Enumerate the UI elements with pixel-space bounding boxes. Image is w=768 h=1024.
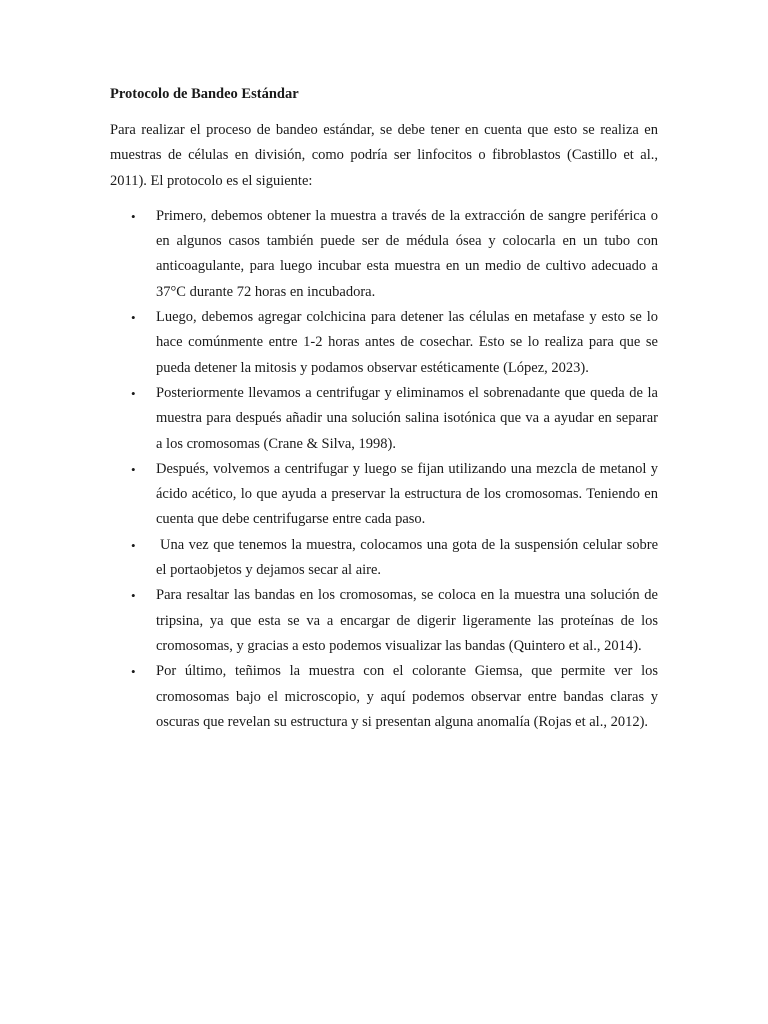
protocol-steps-list — [110, 204, 658, 735]
bullet-icon: • — [131, 537, 136, 553]
step-text: Después, volvemos a centrifugar y luego se fijan utilizando una mezcla de metanol y ácido acético, lo que ayuda a preservar la estructura de los cromosomas. Teniendo en cuenta que debe centrifugarse entre cada paso. — [156, 460, 658, 528]
step-text: Primero, debemos obtener la muestra a través de la extracción de sangre periférica o en algunos casos también puede ser de médula ósea y colocarla en un tubo con anticoagulante, para luego incubar esta muestra en un medio de cultivo adecuado a 37°C durante 72 horas en incubadora. — [156, 207, 658, 300]
bullet-icon: • — [131, 664, 136, 680]
list-item — [110, 381, 658, 457]
bullet-icon: • — [131, 310, 136, 326]
document-title: Protocolo de Bandeo Estándar — [110, 86, 299, 102]
step-text: Posteriormente llevamos a centrifugar y eliminamos el sobrenadante que queda de la muestra para después añadir una solución salina isotónica que va a ayudar en separar a los cromosomas (Crane & Silva, 1998). — [156, 384, 658, 452]
bullet-icon: • — [131, 588, 136, 604]
step-text: Luego, debemos agregar colchicina para detener las células en metafase y esto se lo hace comúnmente entre 1-2 horas antes de cosechar. Esto se lo realiza para que se pueda detener la mitosis y podamos observar estéticamente (López, 2023). — [156, 309, 658, 376]
list-item — [110, 457, 658, 533]
list-item — [110, 583, 658, 659]
list-item — [110, 204, 658, 305]
step-text: Para resaltar las bandas en los cromosomas, se coloca en la muestra una solución de tripsina, ya que esta se va a encargar de digerir ligeramente las proteínas de los cromosomas, y gracias a esto podemos visualizar las bandas (Quintero et al., 2014). — [156, 587, 658, 654]
bullet-icon: • — [131, 385, 136, 401]
list-item — [110, 305, 658, 381]
intro-paragraph: Para realizar el proceso de bandeo estándar, se debe tener en cuenta que esto se realiza en muestras de células en división, como podría ser linfocitos o fibroblastos (Castillo et al., 2011). El protocolo es el siguiente: — [110, 122, 658, 189]
document-page — [110, 84, 658, 735]
step-text: Una vez que tenemos la muestra, colocamos una gota de la suspensión celular sobre el portaobjetos y dejamos secar al aire. — [156, 536, 658, 579]
step-text: Por último, teñimos la muestra con el colorante Giemsa, que permite ver los cromosomas bajo el microscopio, y aquí podemos observar entre bandas claras y oscuras que revelan su estructura y si presentan alguna anomalía (Rojas et al., 2012). — [156, 663, 658, 730]
bullet-icon: • — [131, 208, 136, 224]
list-item — [110, 659, 658, 735]
bullet-icon: • — [131, 461, 136, 477]
list-item — [110, 533, 658, 584]
